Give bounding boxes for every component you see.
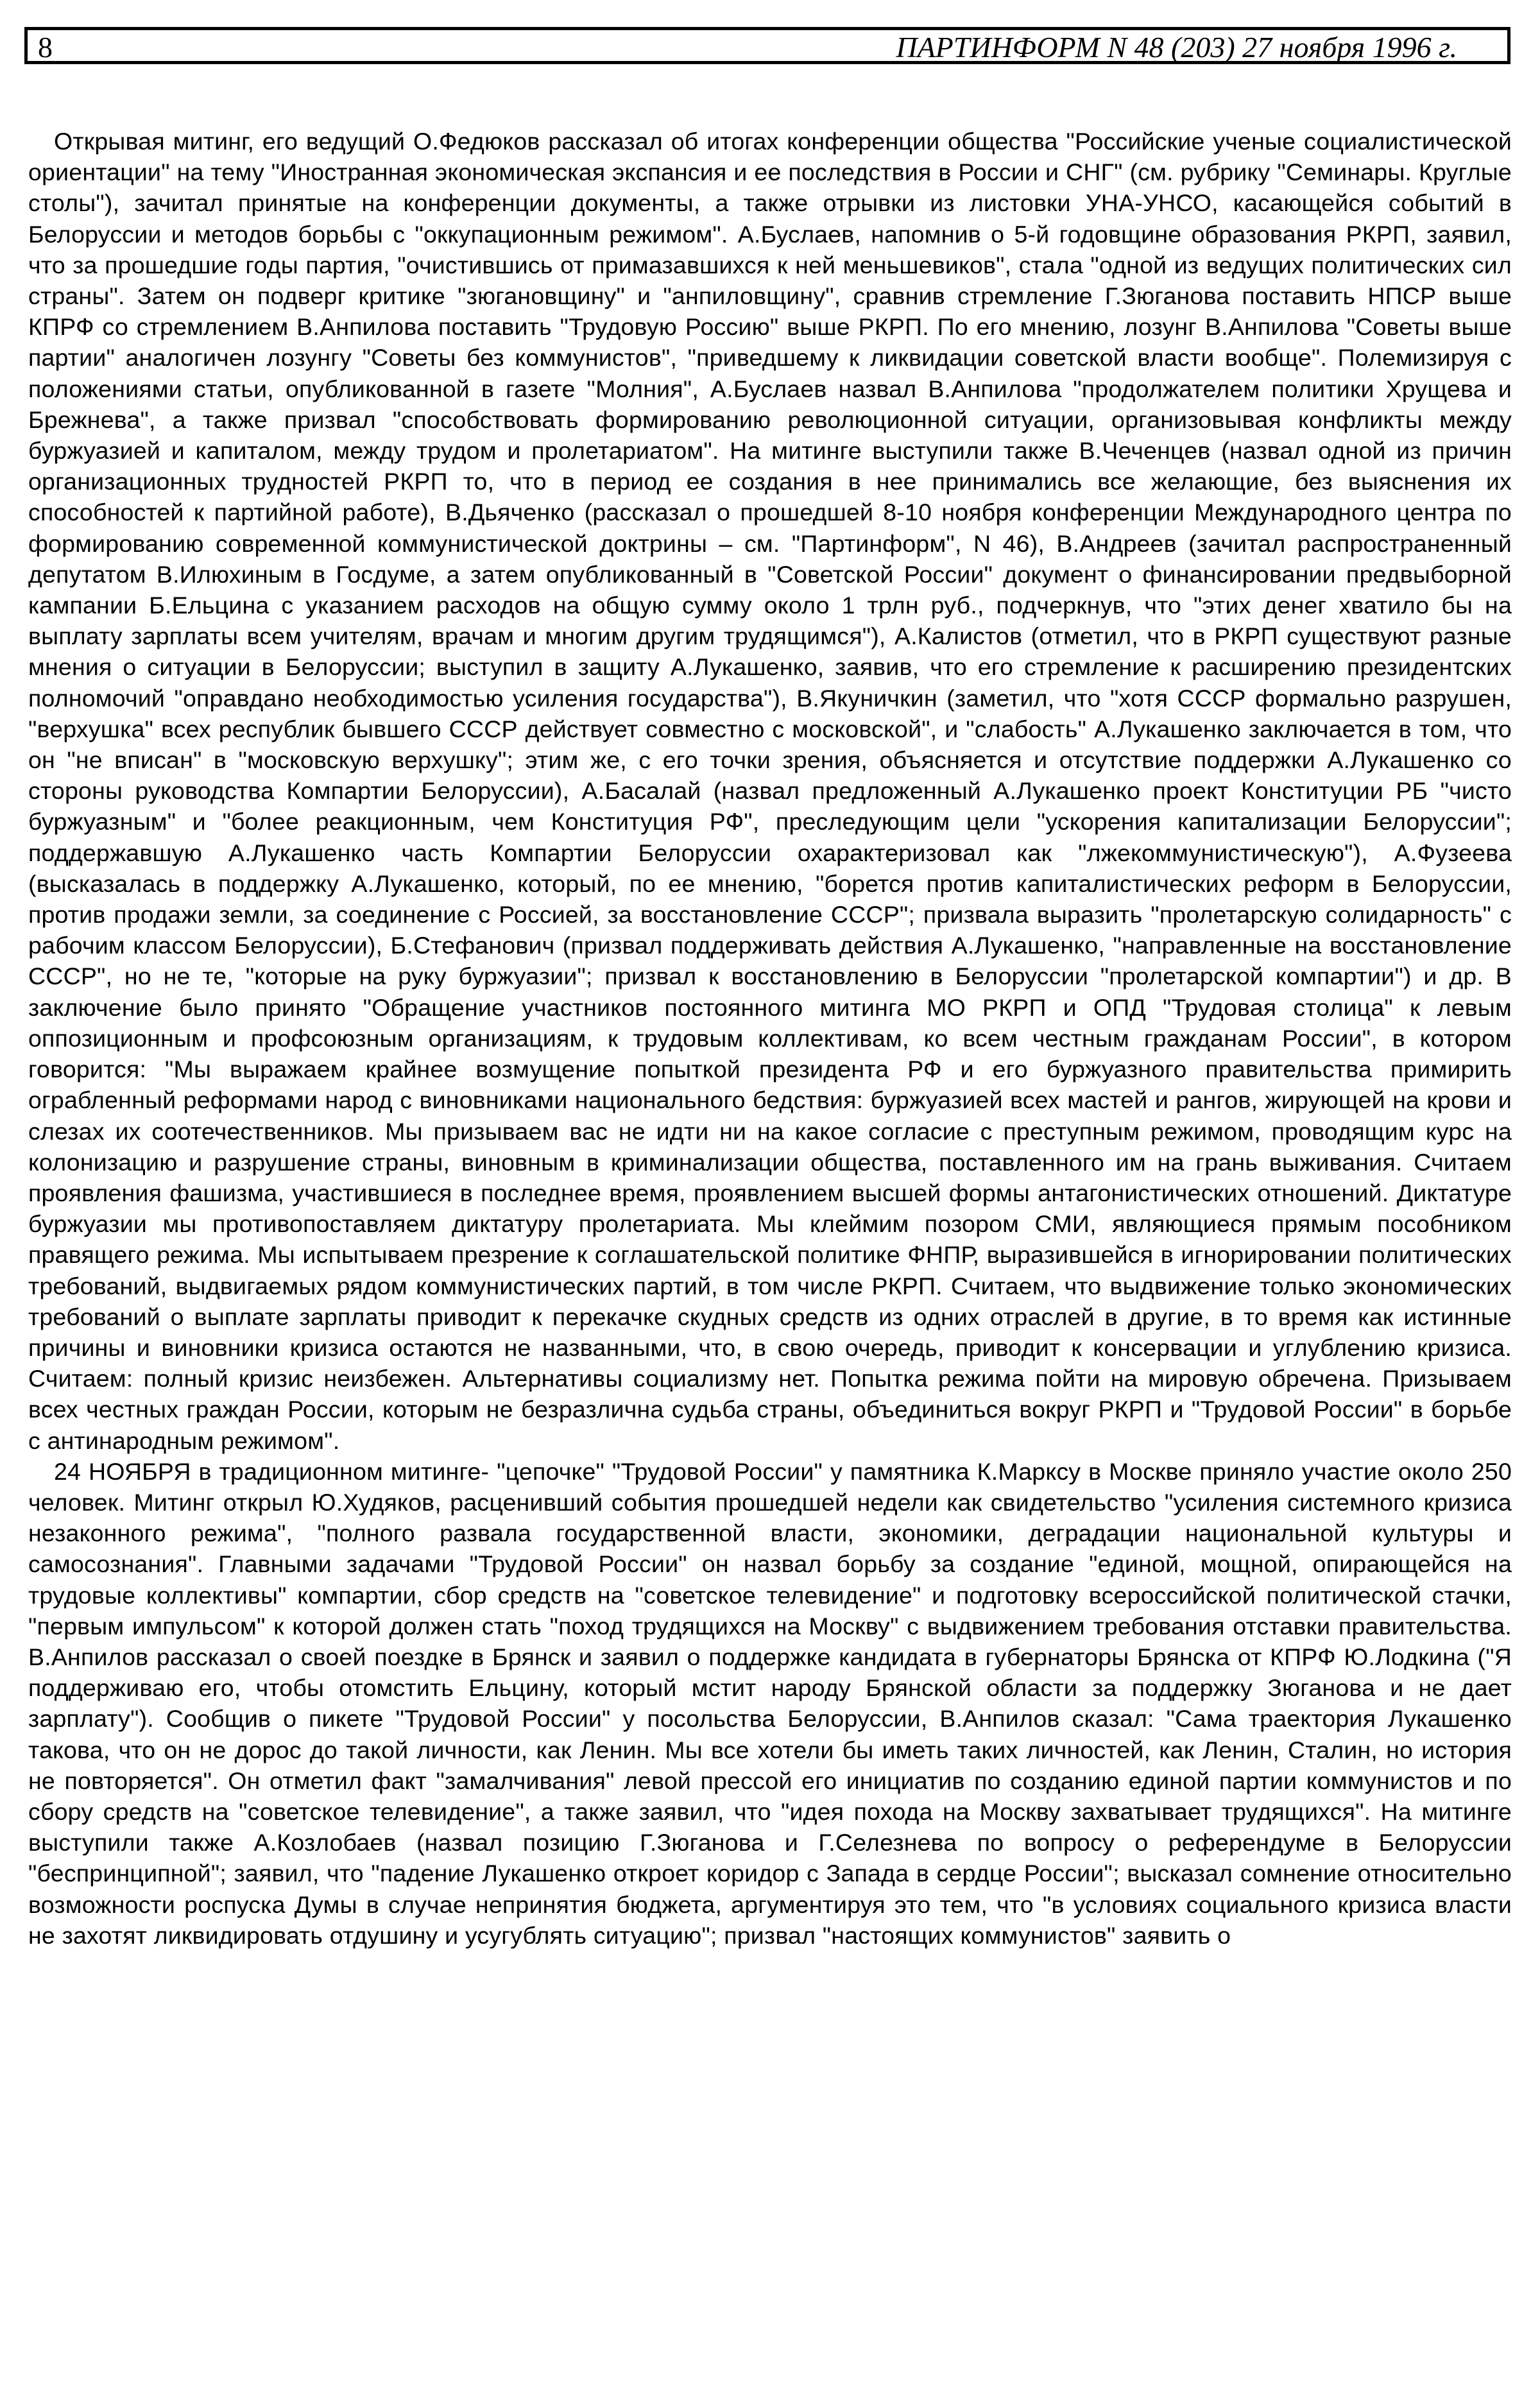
article-body <box>28 126 1512 2359</box>
page-number: 8 <box>38 31 53 64</box>
paragraph-1: Открывая митинг, его ведущий О.Федюков рассказал об итогах конференции общества "Российские ученые социалистической ориентации" на тему "Иностранная экономическая экспансия и ее последствия в России и СНГ" (см. рубрику "Семинары. Круглые столы"), зачитал принятые на конференции документы, а также отрывки из листовки УНА-УНСО, касающейся событий в Белоруссии и методов борьбы с "оккупационным режимом". А.Буслаев, напомнив о 5-й годовщине образования РКРП, заявил, что за прошедшие годы партия, "очистившись от примазавшихся к ней меньшевиков", стала "одной из ведущих политических сил страны". Затем он подверг критике "зюгановщину" и "анпиловщину", сравнив стремление Г.Зюганова поставить НПСР выше КПРФ со стремлением В.Анпилова поставить "Трудовую Россию" выше РКРП. По его мнению, лозунг В.Анпилова "Советы выше партии" аналогичен лозунгу "Советы без коммунистов", "приведшему к ликвидации советской власти вообще". Полемизируя с положениями статьи, опубликованной в газете "Молния", А.Буслаев назвал В.Анпилова "продолжателем политики Хрущева и Брежнева", а также призвал "способствовать формированию революционной ситуации, организовывая конфликты между буржуазией и капиталом, между трудом и пролетариатом". На митинге выступили также В.Чеченцев (назвал одной из причин организационных трудностей РКРП то, что в период ее создания в нее принимались все желающие, без выяснения их способностей к партийной работе), В.Дьяченко (рассказал о прошедшей 8-10 ноября конференции Международного центра по формированию современной коммунистической доктрины – см. "Партинформ", N 46), В.Андреев (зачитал распространенный депутатом В.Илюхиным в Госдуме, а затем опубликованный в "Советской России" документ о финансировании предвыборной кампании Б.Ельцина с указанием расходов на общую сумму около 1 трлн руб., подчеркнув, что "этих денег хватило бы на выплату зарплаты всем учителям, врачам и многим другим трудящимся"), А.Калистов (отметил, что в РКРП существуют разные мнения о ситуации в Белоруссии; выступил в защиту А.Лукашенко, заявив, что его стремление к расширению президентских полномочий "оправдано необходимостью усиления государства"), В.Якуничкин (заметил, что "хотя СССР формально разрушен, "верхушка" всех республик бывшего СССР действует совместно с московской", и "слабость" А.Лукашенко заключается в том, что он "не вписан" в "московскую верхушку"; этим же, с его точки зрения, объясняется и отсутствие поддержки А.Лукашенко со стороны руководства Компартии Белоруссии), А.Басалай (назвал предложенный А.Лукашенко проект Конституции РБ "чисто буржуазным" и "более реакционным, чем Конституция РФ", преследующим цели "ускорения капитализации Белоруссии"; поддержавшую А.Лукашенко часть Компартии Белоруссии охарактеризовал как "лжекоммунистическую"), А.Фузеева (высказалась в поддержку А.Лукашенко, который, по ее мнению, "борется против капиталистических реформ в Белоруссии, против продажи земли, за соединение с Россией, за восстановление СССР"; призвала выразить "пролетарскую солидарность" с рабочим классом Белоруссии), Б.Стефанович (призвал поддерживать действия А.Лукашенко, "направленные на восстановление СССР", но не те, "которые на руку буржуазии"; призвал к восстановлению в Белоруссии "пролетарской компартии") и др. В заключение было принято "Обращение участников постоянного митинга МО РКРП и ОПД "Трудовая столица" к левым оппозиционным и профсоюзным организациям, к трудовым коллективам, ко всем честным гражданам России", в котором говорится: "Мы выражаем крайнее возмущение попыткой президента РФ и его буржуазного правительства примирить ограбленный реформами народ с виновниками национального бедствия: буржуазией всех мастей и рангов, жирующей на крови и слезах их соотечественников. Мы призываем вас не идти ни на какое согласие с преступным режимом, проводящим курс на колонизацию и разрушение страны, виновным в криминализации общества, поставленного им на грань выживания. Считаем проявления фашизма, участившиеся в последнее время, проявлением высшей формы антагонистических отношений. Диктатуре буржуазии мы противопоставляем диктатуру пролетариата. Мы клеймим позором СМИ, являющиеся прямым пособником правящего режима. Мы испытываем презрение к соглашательской политике ФНПР, выразившейся в игнорировании политических требований, выдвигаемых рядом коммунистических партий, в том числе РКРП. Считаем, что выдвижение только экономических требований о выплате зарплаты приводит к перекачке скудных средств из одних отраслей в другие, в то время как истинные причины и виновники кризиса остаются не названными, что, в свою очередь, приводит к консервации и углублению кризиса. Считаем: полный кризис неизбежен. Альтернативы социализму нет. Попытка режима пойти на мировую обречена. Призываем всех честных граждан России, которым не безразлична судьба страны, объединиться вокруг РКРП и "Трудовой России" в борьбе с антинародным режимом". <box>28 128 1512 1454</box>
running-title: ПАРТИНФОРМ N 48 (203) 27 ноября 1996 г. <box>896 31 1457 64</box>
paragraph-2: 24 НОЯБРЯ в традиционном митинге- "цепочке" "Трудовой России" у памятника К.Марксу в Москве приняло участие около 250 человек. Митинг открыл Ю.Худяков, расценивший события прошедшей недели как свидетельство "усиления системного кризиса незаконного режима", "полного развала государственной власти, экономики, деградации национальной культуры и самосознания". Главными задачами "Трудовой России" он назвал борьбу за создание "единой, мощной, опирающейся на трудовые коллективы" компартии, сбор средств на "советское телевидение" и подготовку всероссийской политической стачки, "первым импульсом" к которой должен стать "поход трудящихся на Москву" с выдвижением требования отставки правительства. В.Анпилов рассказал о своей поездке в Брянск и заявил о поддержке кандидата в губернаторы Брянска от КПРФ Ю.Лодкина ("Я поддерживаю его, чтобы отомстить Ельцину, который мстит народу Брянской области за поддержку Зюганова и не дает зарплату"). Сообщив о пикете "Трудовой России" у посольства Белоруссии, В.Анпилов сказал: "Сама траектория Лукашенко такова, что он не дорос до такой личности, как Ленин. Мы все хотели бы иметь таких личностей, как Ленин, Сталин, но история не повторяется". Он отметил факт "замалчивания" левой прессой его инициатив по созданию единой партии коммунистов и по сбору средств на "советское телевидение", а также заявил, что "идея похода на Москву захватывает трудящихся". На митинге выступили также А.Козлобаев (назвал позицию Г.Зюганова и Г.Селезнева по вопросу о референдуме в Белоруссии "беспринципной"; заявил, что "падение Лукашенко откроет коридор с Запада в сердце России"; высказал сомнение относительно возможности роспуска Думы в случае непринятия бюджета, аргументируя это тем, что "в условиях социального кризиса власти не захотят ликвидировать отдушину и усугублять ситуацию"; призвал "настоящих коммунистов" заявить о <box>28 1457 1512 1949</box>
running-header <box>24 27 1510 64</box>
